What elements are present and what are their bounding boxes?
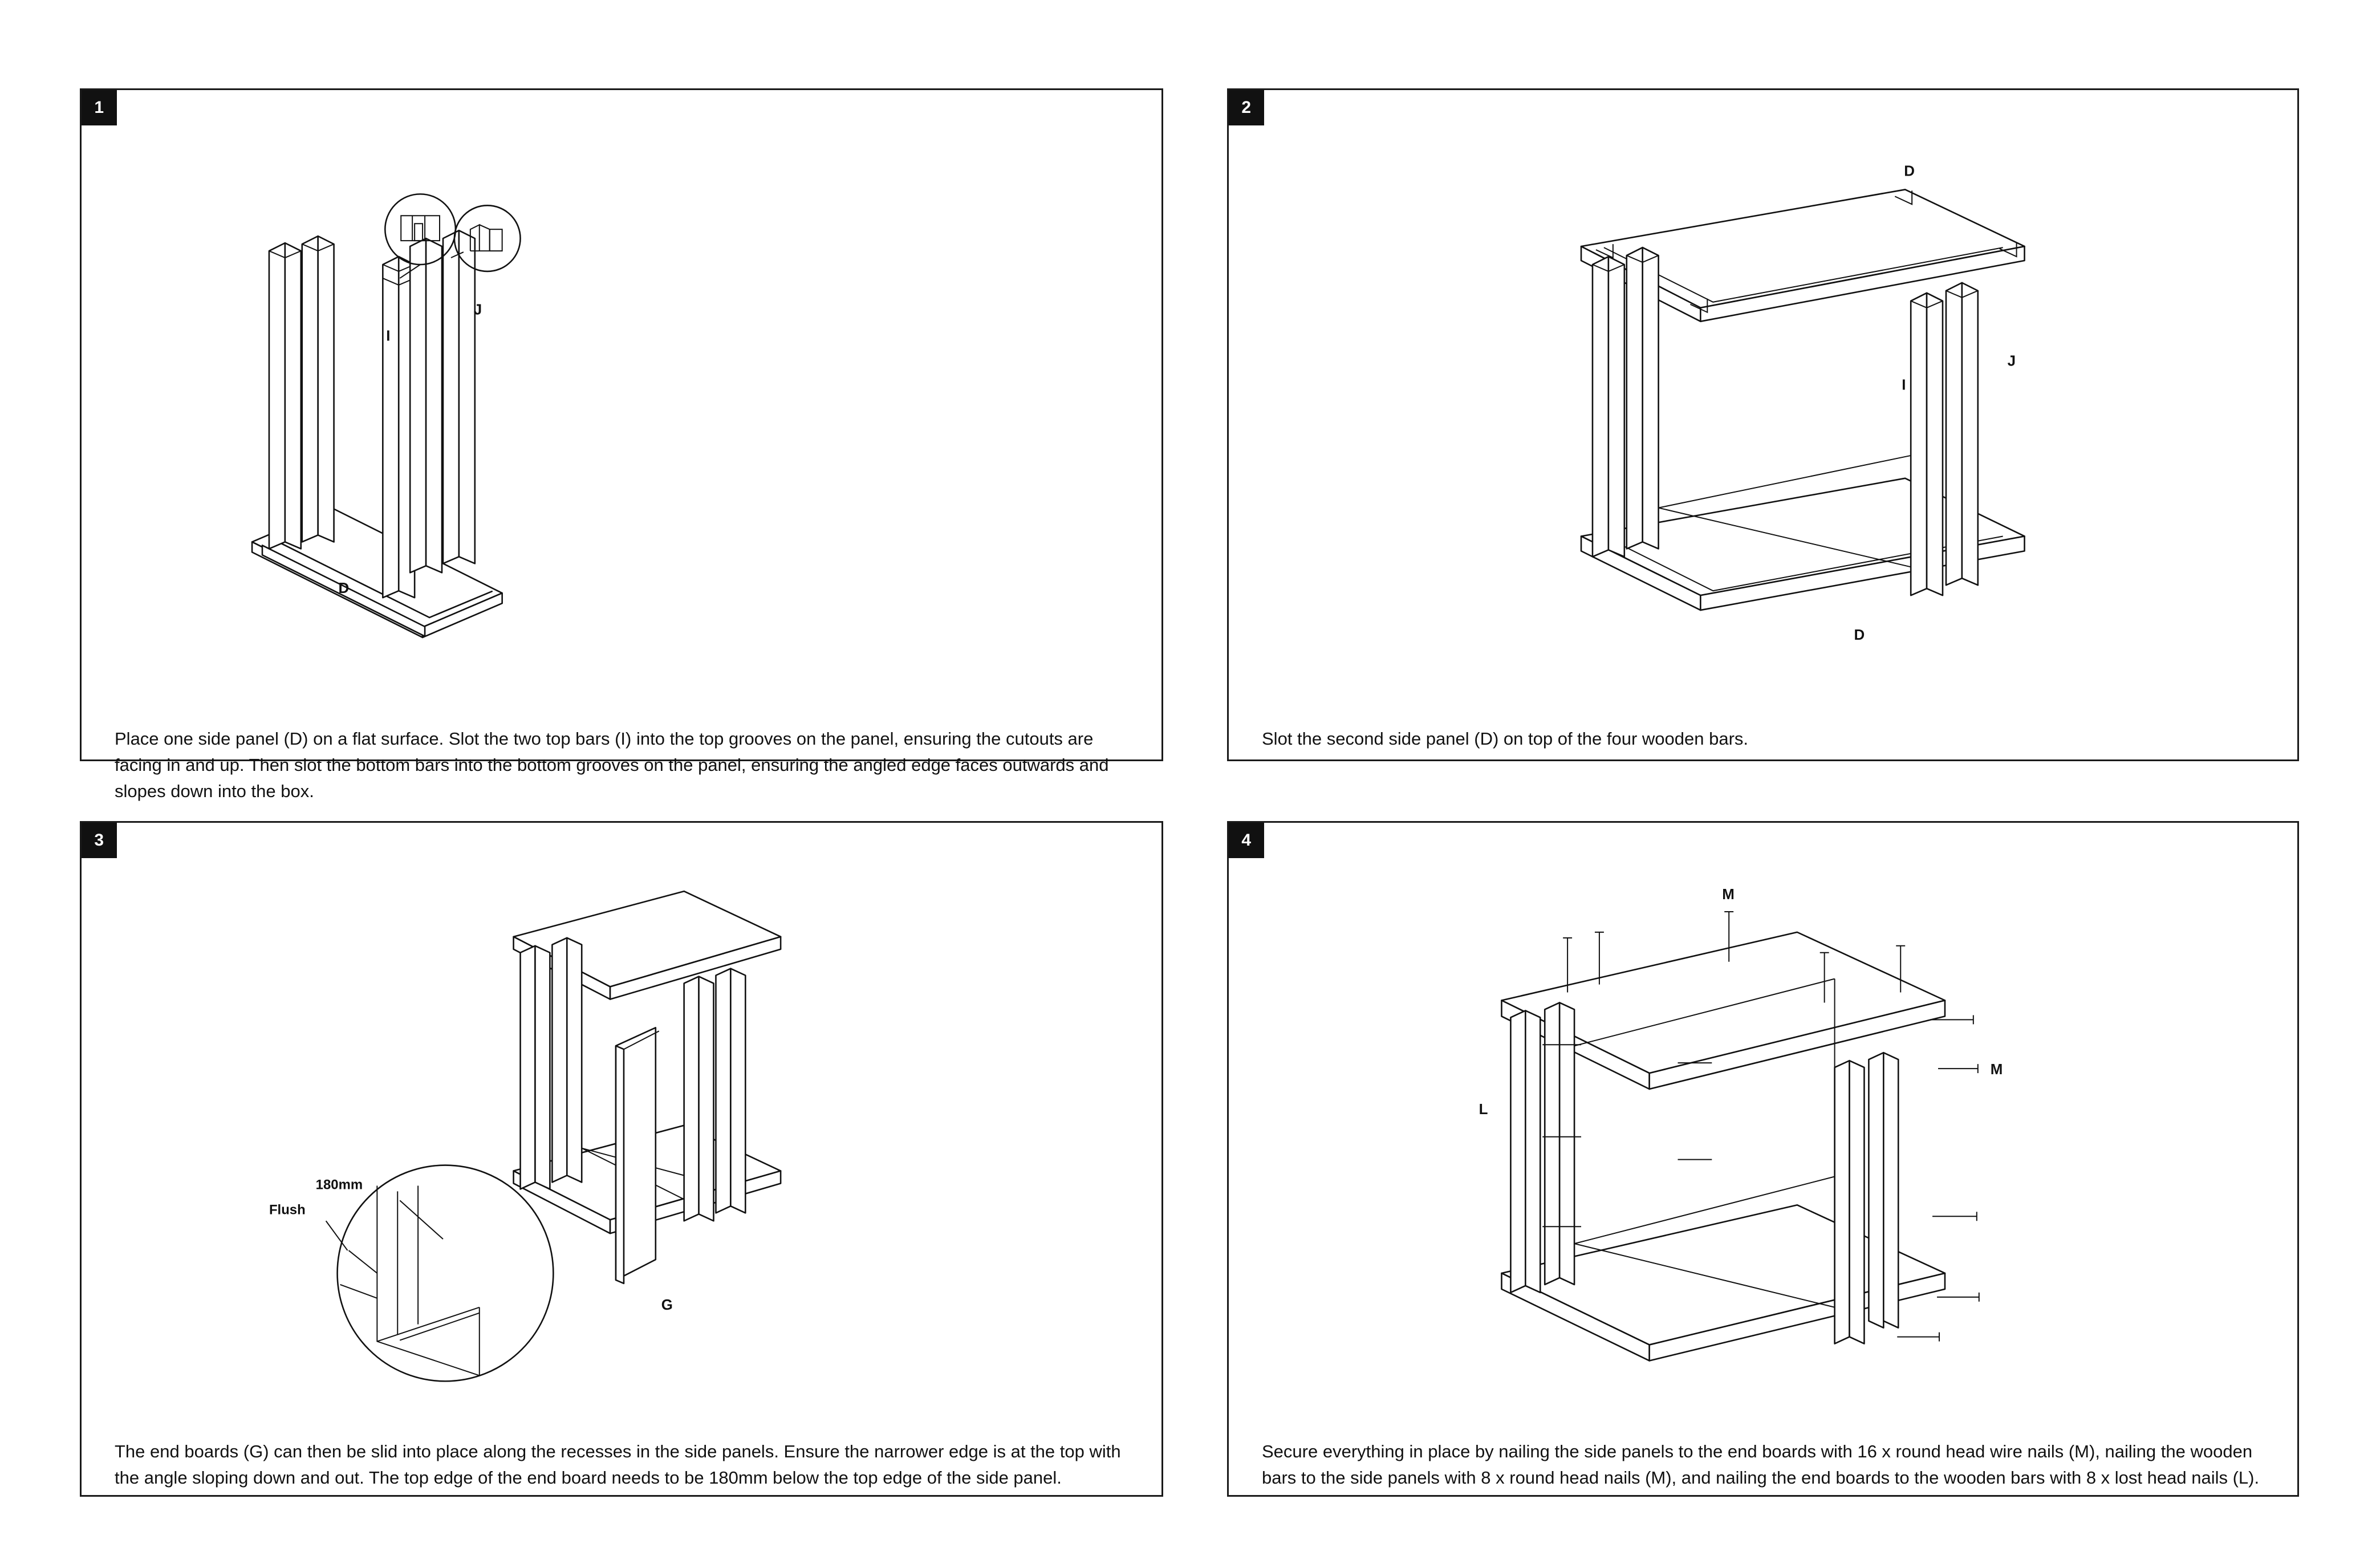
step-illustration-1 — [82, 125, 1161, 759]
label-text-d: D — [338, 580, 350, 597]
label-text-m-right: M — [1990, 1062, 2003, 1078]
end-board-g — [616, 1027, 659, 1283]
label-text-d-top: D — [1904, 163, 1915, 180]
label-text-d-bottom: D — [1854, 627, 1865, 643]
top-bar-i-left — [269, 243, 301, 549]
step-number-badge-4: 4 — [1229, 823, 1264, 858]
step-panel-1 — [80, 88, 1163, 801]
label-text-i: I — [386, 328, 391, 344]
step-illustration-2 — [1229, 125, 2297, 759]
step-caption-3: The end boards (G) can then be slid into place along the recesses in the side panels. Ensure the narrower edge is at the top with the angle sloping down and out. The top edge of the end board needs to be 180mm below the top edge of the side panel. — [115, 1441, 1121, 1488]
step-caption-1: Place one side panel (D) on a flat surface. Slot the two top bars (I) into the top grooves on the panel, ensuring the cutouts are facing in and up. Then slot the bottom bars into the bottom grooves on the panel, ensuring the angled edge faces outwards and slopes down into the box. — [115, 729, 1109, 801]
wooden-bar-front-left-b — [1627, 247, 1659, 549]
label-text-flush: Flush — [269, 1202, 306, 1218]
top-bar-i-left-b — [302, 236, 334, 542]
label-text-j: J — [473, 302, 482, 318]
step-caption-2: Slot the second side panel (D) on top of the four wooden bars. — [1262, 729, 1749, 749]
step-number-badge-3: 3 — [82, 823, 117, 858]
completed-box — [1501, 932, 1945, 1361]
label-text-180mm: 180mm — [315, 1177, 363, 1193]
part-label-d — [339, 580, 350, 596]
part-label-i — [386, 328, 390, 344]
label-text-i: I — [1902, 377, 1906, 393]
label-text-g: G — [661, 1297, 673, 1313]
wooden-bar-front-right-b — [1946, 283, 1978, 585]
bottom-bar-j-right-a — [410, 238, 442, 572]
label-text-j: J — [2007, 353, 2016, 369]
bottom-bar-j-right-b — [443, 230, 475, 563]
step-number-badge-2: 2 — [1229, 90, 1264, 125]
step-panel-4 — [1227, 821, 2299, 1497]
label-text-m-top: M — [1722, 887, 1735, 903]
step-number-badge-1: 1 — [82, 90, 117, 125]
step-panel-3 — [80, 821, 1163, 1497]
detail-callout-flush — [269, 1165, 553, 1382]
wooden-bar-front-left — [1593, 257, 1624, 556]
wooden-bar-front-right — [1911, 293, 1943, 595]
step-panel-2 — [1227, 88, 2299, 761]
step-illustration-4 — [1229, 858, 2297, 1495]
step-caption-4: Secure everything in place by nailing the side panels to the end boards with 16 x round head wire nails (M), nailing the wooden bars to the side panels with 8 x round head nails (M), and nailing the end boards to the wooden bars with 8 x lost head nails (L). — [1262, 1441, 2260, 1488]
part-label-j — [474, 302, 482, 318]
step-illustration-3 — [82, 858, 1161, 1495]
label-text-l: L — [1479, 1101, 1488, 1118]
